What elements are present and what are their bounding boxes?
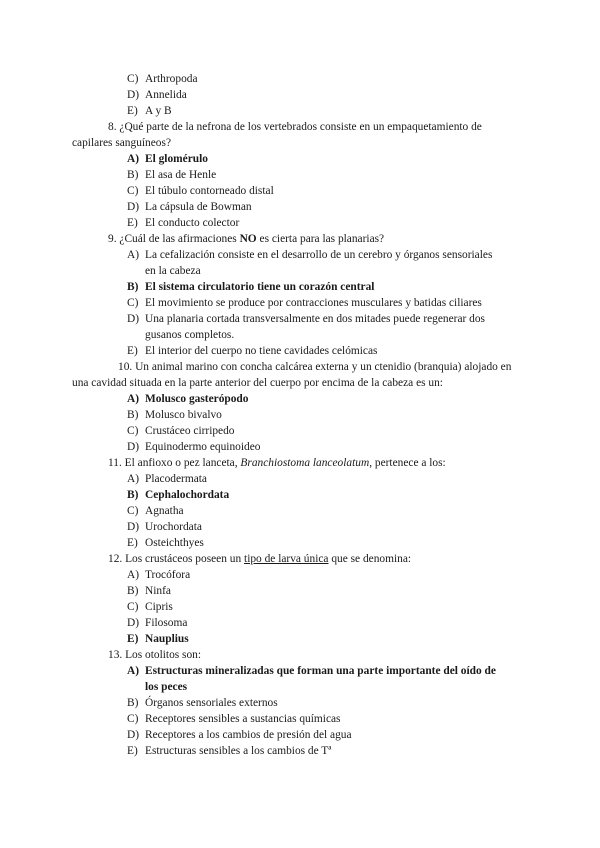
option-letter: B) [127, 281, 139, 293]
option-letter: B) [127, 697, 139, 709]
option-letter: A) [127, 665, 140, 677]
option-letter: B) [127, 585, 139, 597]
q9-option-a-cont: en la cabeza [145, 265, 201, 277]
option-text: Una planaria cortada transversalmente en dos mitades puede regenerar dos [145, 313, 485, 325]
option-text: Molusco gasterópodo [145, 393, 249, 405]
option-letter: D) [127, 313, 140, 325]
option-text: Osteichthyes [145, 537, 204, 549]
option-text: Estructuras sensibles a los cambios de Tª [145, 745, 332, 757]
option-text: Ninfa [145, 585, 171, 597]
q12-stem-post: que se denomina: [328, 553, 412, 565]
q8-stem-line1: 8. ¿Qué parte de la nefrona de los vertebrados consiste en un empaquetamiento de [108, 121, 482, 133]
q11-stem [108, 456, 446, 470]
option-letter: E) [127, 745, 138, 757]
option-letter: D) [127, 89, 140, 101]
option-letter: C) [127, 713, 139, 725]
option-letter: B) [127, 409, 139, 421]
option-text: El interior del cuerpo no tiene cavidades celómicas [145, 345, 378, 357]
option-text: Annelida [145, 89, 187, 101]
q9-stem [108, 232, 384, 246]
option-letter: B) [127, 169, 139, 181]
option-letter: A) [127, 473, 140, 485]
option-letter: C) [127, 73, 139, 85]
option-letter: C) [127, 425, 139, 437]
option-text: La cápsula de Bowman [145, 201, 252, 213]
option-letter: A) [127, 249, 140, 261]
option-text: Molusco bivalvo [145, 409, 222, 421]
option-text: Placodermata [145, 473, 207, 485]
q12-stem-pre: 12. Los crustáceos poseen un [108, 553, 245, 565]
option-letter: B) [127, 489, 139, 501]
option-letter: A) [127, 569, 140, 581]
option-letter: D) [127, 521, 140, 533]
q13-stem: 13. Los otolitos son: [108, 649, 202, 661]
q10-stem-line1: 10. Un animal marino con concha calcárea externa y un ctenidio (branquia) alojado en [118, 361, 512, 373]
option-text: Equinodermo equinoideo [145, 441, 261, 453]
q11-stem-post: , pertenece a los: [369, 457, 446, 469]
q12-stem [108, 552, 411, 566]
option-letter: A) [127, 393, 140, 405]
option-letter: E) [127, 105, 138, 117]
option-text: El asa de Henle [145, 169, 217, 181]
option-text: Arthropoda [145, 73, 198, 85]
option-letter: E) [127, 217, 138, 229]
option-letter: C) [127, 297, 139, 309]
option-text: Receptores sensibles a sustancias químicas [145, 713, 341, 725]
q9-stem-post: es cierta para las planarias? [256, 233, 385, 245]
option-letter: A) [127, 153, 140, 165]
q9-stem-pre: 9. ¿Cuál de las afirmaciones [108, 233, 240, 245]
q13-option-a-cont: los peces [145, 681, 188, 693]
q11-species-name: Branchiostoma lanceolatum [240, 457, 370, 469]
option-text: El conducto colector [145, 217, 240, 229]
option-letter: D) [127, 729, 140, 741]
option-letter: E) [127, 633, 139, 645]
option-text: Trocófora [145, 569, 191, 581]
option-text: Cipris [145, 601, 173, 613]
option-text: El túbulo contorneado distal [145, 185, 274, 197]
option-text: El sistema circulatorio tiene un corazón central [145, 281, 375, 293]
option-letter: D) [127, 201, 140, 213]
option-text: Urochordata [145, 521, 202, 533]
option-text: Órganos sensoriales externos [145, 697, 278, 709]
q10-stem-line2: una cavidad situada en la parte anterior del cuerpo por encima de la cabeza es un: [72, 377, 443, 389]
option-letter: C) [127, 505, 139, 517]
option-text: El movimiento se produce por contracciones musculares y batidas ciliares [145, 297, 482, 309]
option-text: Estructuras mineralizadas que forman una parte importante del oído de [145, 665, 496, 677]
option-letter: E) [127, 537, 138, 549]
option-text: Cephalochordata [145, 489, 230, 501]
option-text: El glomérulo [145, 153, 208, 165]
option-letter: E) [127, 345, 138, 357]
option-letter: C) [127, 601, 139, 613]
option-text: Agnatha [145, 505, 184, 517]
option-text: Filosoma [145, 617, 188, 629]
option-text: A y B [145, 105, 172, 117]
option-letter: D) [127, 617, 140, 629]
q9-stem-emphasis: NO [239, 233, 257, 245]
option-letter: D) [127, 441, 140, 453]
q9-option-d-cont: gusanos completos. [145, 329, 235, 341]
option-text: Crustáceo cirripedo [145, 425, 235, 437]
q8-stem-line2: capilares sanguíneos? [72, 137, 171, 149]
option-text: La cefalización consiste en el desarrollo de un cerebro y órganos sensoriales [145, 249, 493, 261]
q11-stem-pre: 11. El anfioxo o pez lanceta, [108, 457, 241, 469]
q12-stem-underlined: tipo de larva única [244, 553, 329, 565]
option-text: Nauplius [145, 633, 189, 645]
option-letter: C) [127, 185, 139, 197]
option-text: Receptores a los cambios de presión del agua [145, 729, 352, 741]
